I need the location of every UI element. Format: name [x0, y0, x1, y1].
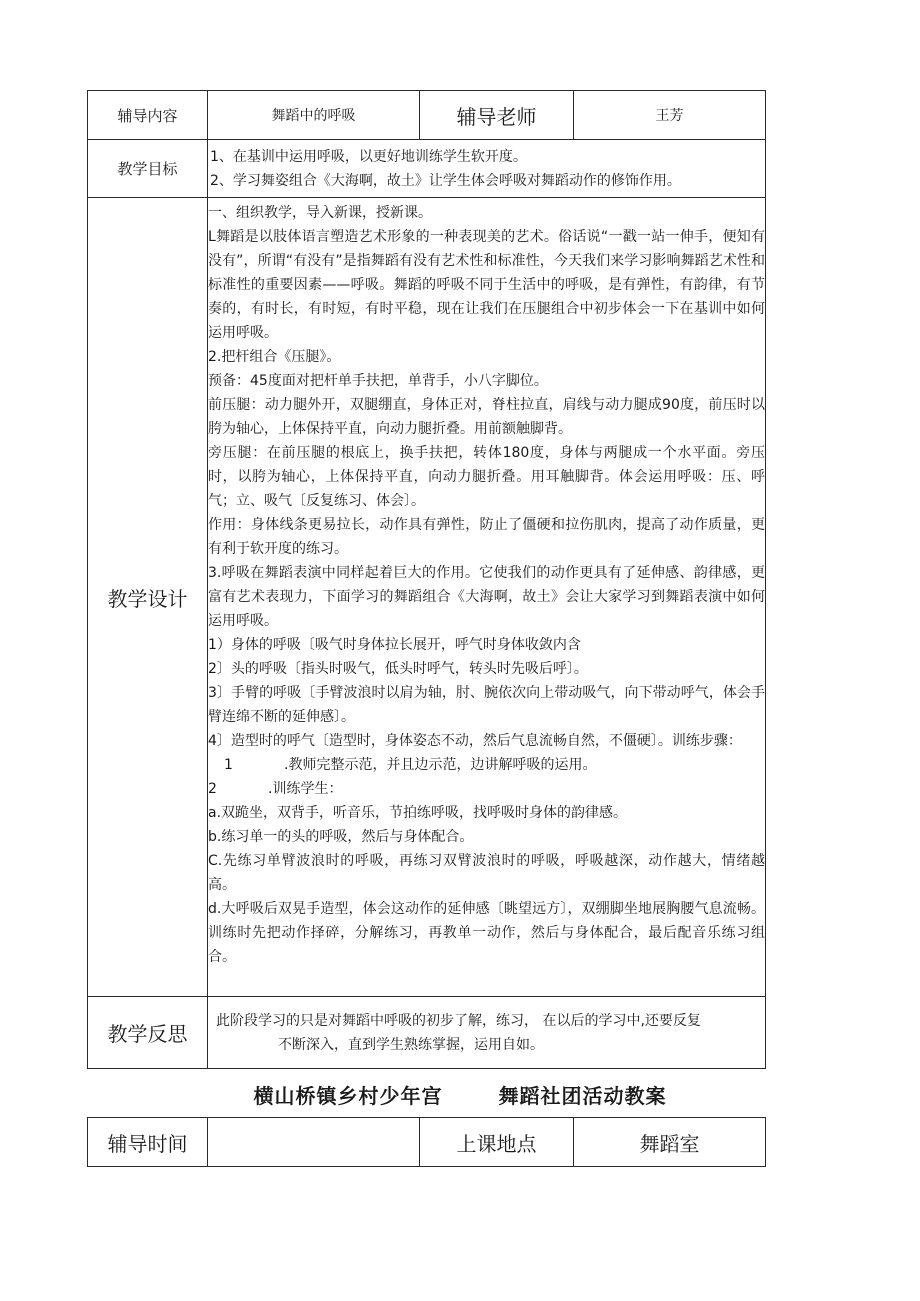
place-label: 上课地点 — [420, 1118, 574, 1167]
step-text: .训练学生： — [268, 781, 343, 797]
design-paragraph: 3.呼吸在舞蹈表演中同样起着巨大的作用。它使我们的动作更具有了延伸感、韵律感，更富有艺术表现力，下面学习的舞蹈组合《大海啊，故土》会让大家学习到舞蹈表演中如何运用呼吸。 — [208, 565, 765, 629]
step-line — [208, 753, 765, 777]
design-paragraph: 4〕造型时的呼气〔造型时，身体姿态不动，然后气息流畅自然，不僵硬〕。训练步骤： — [208, 733, 742, 749]
design-paragraph: 2〕头的呼吸〔指头时吸气，低头时呼气，转头时先吸后呼〕。 — [208, 661, 588, 677]
design-label: 教学设计 — [88, 198, 208, 997]
schedule-table — [87, 1117, 766, 1167]
content-label: 辅导内容 — [88, 91, 208, 140]
time-value — [208, 1118, 420, 1167]
place-value: 舞蹈室 — [574, 1118, 766, 1167]
design-paragraph: 1）身体的呼吸〔吸气时身体拉长展开，呼气时身体收敛内含 — [208, 637, 581, 653]
goal-line: 2、学习舞姿组合《大海啊，故土》让学生体会呼吸对舞蹈动作的修饰作用。 — [210, 172, 681, 189]
step-text: .教师完整示范，并且边示范，边讲解呼吸的运用。 — [284, 757, 597, 773]
goals-label: 教学目标 — [88, 140, 208, 198]
reflection-line: 此阶段学习的只是对舞蹈中呼吸的初步了解，练习， 在以后的学习中,还要反复 — [216, 1012, 701, 1029]
reflection-label: 教学反思 — [88, 997, 208, 1069]
teacher-value: 王芳 — [574, 91, 766, 140]
design-paragraph: 一、组织教学，导入新课，授新课。 — [208, 205, 432, 221]
page-heading — [0, 1080, 920, 1109]
design-paragraph: C.先练习单臂波浪时的呼吸，再练习双臂波浪时的呼吸，呼吸越深，动作越大，情绪越高。 — [208, 853, 765, 893]
design-paragraph: 前压腿：动力腿外开，双腿绷直，身体正对，脊柱拉直，肩线与动力腿成90度，前压时以胯为轴心，上体保持平直，向动力腿折叠。用前额触脚背。 — [208, 397, 765, 437]
design-paragraph: L舞蹈是以肢体语言塑造艺术形象的一种表现美的艺术。俗话说“一戳一站一伸手，便知有没有”，所谓“有没有”是指舞蹈有没有艺术性和标准性，今天我们来学习影响舞蹈艺术性和标准性的重要因素——呼吸。舞蹈的呼吸不同于生活中的呼吸，是有弹性，有韵律，有节奏的，有时长，有时短，有时平稳，现在让我们在压腿组合中初步体会一下在基训中如何运用呼吸。 — [208, 229, 765, 341]
row-content — [88, 91, 766, 140]
time-label: 辅导时间 — [88, 1118, 208, 1167]
goals-content — [208, 140, 766, 198]
heading-school: 横山桥镇乡村少年宫 — [253, 1084, 443, 1108]
content-value: 舞蹈中的呼吸 — [208, 91, 420, 140]
reflection-line: 不断深入，直到学生熟练掌握，运用自如。 — [278, 1036, 544, 1053]
design-paragraph: a.双跪坐，双背手，听音乐，节拍练呼吸，找呼吸时身体的韵律感。 — [208, 805, 628, 821]
design-paragraph: b.练习单一的头的呼吸，然后与身体配合。 — [208, 829, 474, 845]
heading-title: 舞蹈社团活动教案 — [498, 1084, 667, 1108]
design-paragraph: d.大呼吸后双晃手造型，体会这动作的延伸感〔眺望远方〕，双绷脚坐地展胸腰气息流畅。训练时先把动作择碎，分解练习，再教单一动作，然后与身体配合，最后配音乐练习组合。 — [208, 901, 765, 965]
row-design — [88, 198, 766, 997]
step-number: 2 — [208, 781, 217, 797]
design-paragraph: 2.把杆组合《压腿》。 — [208, 349, 341, 365]
teacher-label: 辅导老师 — [420, 91, 574, 140]
step-number: 1 — [224, 757, 233, 773]
step-line — [208, 777, 765, 801]
row-reflection — [88, 997, 766, 1069]
goal-line: 1、在基训中运用呼吸，以更好地训练学生软开度。 — [210, 148, 527, 165]
row-goals — [88, 140, 766, 198]
design-paragraph: 旁压腿：在前压腿的根底上，换手扶把，转体180度，身体与两腿成一个水平面。旁压时，以胯为轴心，上体保持平直，向动力腿折叠。用耳触脚背。体会运用呼吸：压、呼气；立、吸气〔反复练习、体会〕。 — [208, 445, 765, 509]
design-content — [208, 198, 766, 997]
reflection-content — [208, 997, 766, 1069]
lesson-plan-table — [87, 90, 766, 1069]
row-schedule — [88, 1118, 766, 1167]
design-paragraph: 作用：身体线条更易拉长，动作具有弹性，防止了僵硬和拉伤肌肉，提高了动作质量，更有利于软开度的练习。 — [208, 517, 765, 557]
design-paragraph: 3〕手臂的呼吸〔手臂波浪时以肩为轴，肘、腕依次向上带动吸气，向下带动呼气，体会手臂连绵不断的延伸感〕。 — [208, 685, 765, 725]
design-paragraph: 预备：45度面对把杆单手扶把，单背手，小八字脚位。 — [208, 373, 548, 389]
